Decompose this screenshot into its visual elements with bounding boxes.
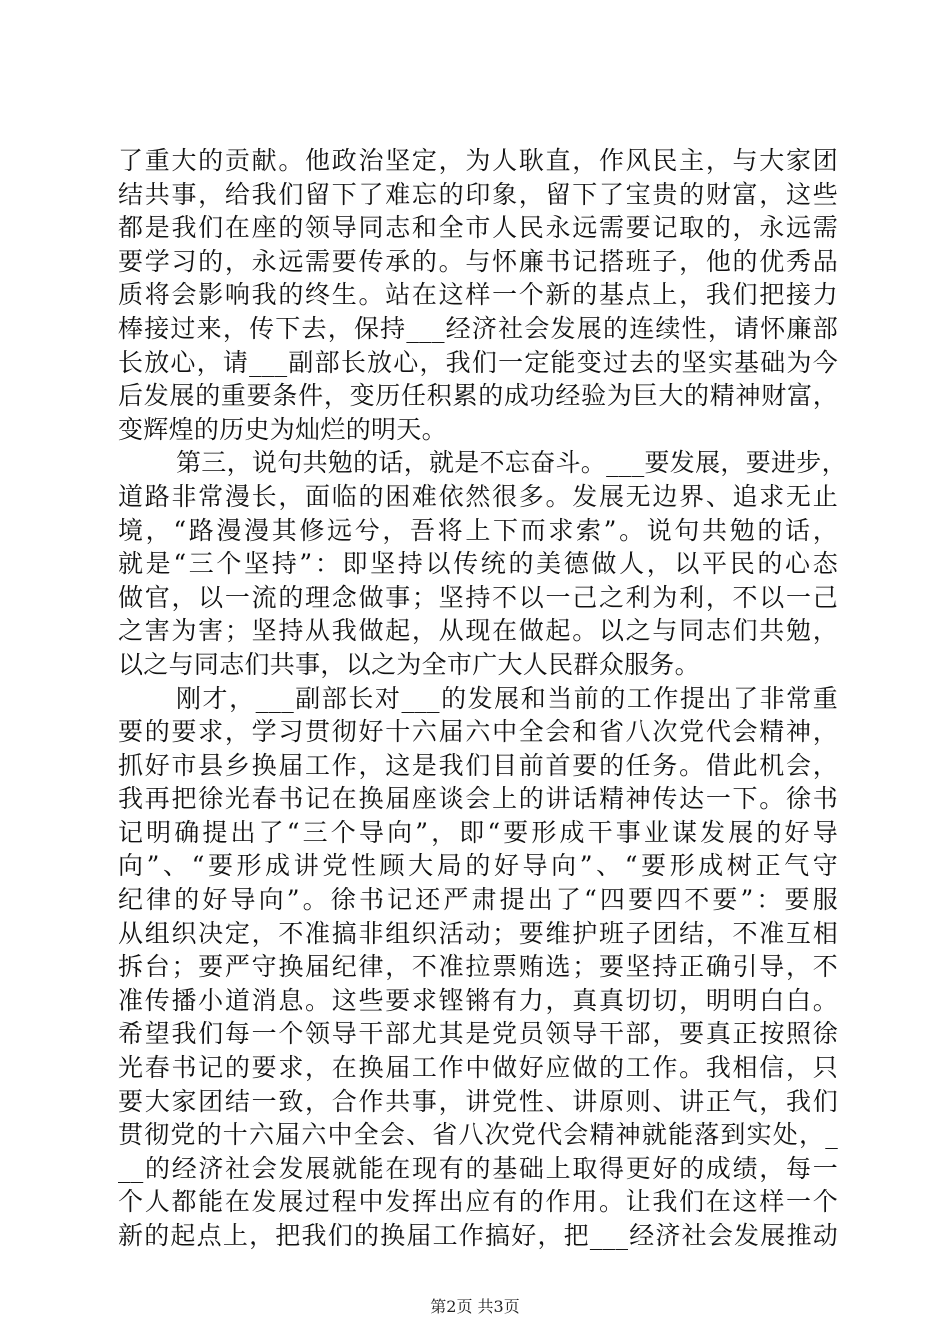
text-line: 希望我们每一个领导干部尤其是党员领导干部，要真正按照徐 — [118, 1019, 838, 1049]
text-line: __的经济社会发展就能在现有的基础上取得更好的成绩，每一 — [118, 1153, 838, 1183]
page-footer — [0, 1294, 950, 1317]
text-line: 做官，以一流的理念做事；坚持不以一己之利为利，不以一己 — [118, 582, 838, 612]
text-line: 纪律的好导向”。徐书记还严肃提出了“四要四不要”：要服 — [118, 885, 838, 915]
text-line: 长放心，请___副部长放心，我们一定能变过去的坚实基础为今 — [118, 347, 838, 377]
text-line: 个人都能在发展过程中发挥出应有的作用。让我们在这样一个 — [118, 1187, 838, 1217]
text-line: 要的要求，学习贯彻好十六届六中全会和省八次党代会精神， — [118, 717, 838, 747]
text-line: 抓好市县乡换届工作，这是我们目前首要的任务。借此机会， — [118, 750, 838, 780]
text-line: 记明确提出了“三个导向”，即“要形成干事业谋发展的好导 — [118, 817, 838, 847]
text-line: 就是“三个坚持”：即坚持以传统的美德做人，以平民的心态 — [118, 549, 838, 579]
text-line: 以之与同志们共事，以之为全市广大人民群众服务。 — [118, 649, 700, 679]
text-line: 第三，说句共勉的话，就是不忘奋斗。___要发展，要进步， — [176, 448, 847, 478]
text-line: 从组织决定，不准搞非组织活动；要维护班子团结，不准互相 — [118, 918, 838, 948]
text-line: 向”、“要形成讲党性顾大局的好导向”、“要形成树正气守 — [118, 851, 838, 881]
text-line: 我再把徐光春书记在换届座谈会上的讲话精神传达一下。徐书 — [118, 784, 838, 814]
text-line: 质将会影响我的终生。站在这样一个新的基点上，我们把接力 — [118, 280, 838, 310]
text-line: 要大家团结一致，合作共事，讲党性、讲原则、讲正气，我们 — [118, 1086, 838, 1116]
text-line: 后发展的重要条件，变历任积累的成功经验为巨大的精神财富， — [118, 381, 838, 411]
text-line: 境，“路漫漫其修远兮，吾将上下而求索”。说句共勉的话， — [118, 515, 838, 545]
text-line: 光春书记的要求，在换届工作中做好应做的工作。我相信，只 — [118, 1053, 838, 1083]
text-line: 道路非常漫长，面临的困难依然很多。发展无边界、追求无止 — [118, 481, 838, 511]
text-line: 之害为害；坚持从我做起，从现在做起。以之与同志们共勉， — [118, 616, 838, 646]
text-line: 棒接过来，传下去，保持___经济社会发展的连续性，请怀廉部 — [118, 313, 838, 343]
text-line: 新的起点上，把我们的换届工作搞好，把___经济社会发展推动 — [118, 1221, 838, 1250]
page-number-label: 第2页 共3页 — [430, 1297, 520, 1316]
body-text — [118, 144, 847, 1253]
text-line: 贯彻党的十六届六中全会、省八次党代会精神就能落到实处，_ — [118, 1120, 838, 1150]
text-line: 都是我们在座的领导同志和全市人民永远需要记取的，永远需 — [118, 213, 838, 243]
text-line: 了重大的贡献。他政治坚定，为人耿直，作风民主，与大家团 — [118, 146, 838, 175]
text-line: 准传播小道消息。这些要求铿锵有力，真真切切，明明白白。 — [118, 985, 838, 1015]
text-line: 变辉煌的历史为灿烂的明天。 — [118, 414, 447, 444]
text-line: 拆台；要严守换届纪律，不准拉票贿选；要坚持正确引导，不 — [118, 952, 838, 982]
text-line: 要学习的，永远需要传承的。与怀廉书记搭班子，他的优秀品 — [118, 246, 838, 276]
text-line: 结共事，给我们留下了难忘的印象，留下了宝贵的财富，这些 — [118, 179, 838, 209]
text-line: 刚才，___副部长对___的发展和当前的工作提出了非常重 — [176, 683, 838, 713]
